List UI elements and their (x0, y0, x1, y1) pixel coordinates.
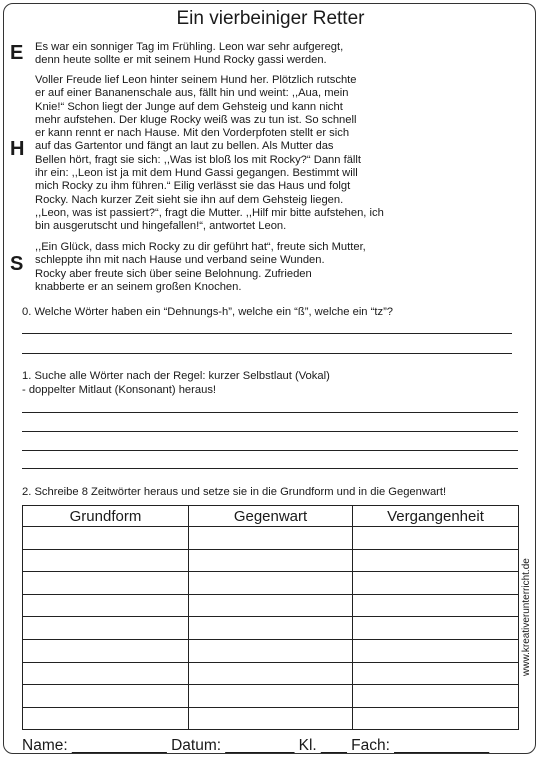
answer-cell-vergangenheit[interactable] (353, 617, 519, 640)
worksheet-title: Ein vierbeiniger Retter (176, 8, 365, 29)
column-header-vergangenheit: Vergangenheit (353, 506, 519, 527)
answer-cell-gegenwart[interactable] (189, 594, 353, 617)
story-line: Es war ein sonniger Tag im Frühling. Leon war sehr aufgeregt, (35, 41, 344, 53)
answer-line[interactable] (22, 333, 512, 334)
table-row (23, 527, 519, 550)
answer-cell-grundform[interactable] (23, 639, 189, 662)
answer-cell-gegenwart[interactable] (189, 685, 353, 708)
story-line: er kann rennt er nach Hause. Mit den Vorderpfoten stellt er sich (35, 127, 350, 140)
answer-cell-vergangenheit[interactable] (353, 594, 519, 617)
answer-cell-gegenwart[interactable] (189, 707, 353, 730)
table-row (23, 549, 519, 572)
answer-cell-grundform[interactable] (23, 594, 189, 617)
answer-cell-gegenwart[interactable] (189, 617, 353, 640)
story-line: ihr ein: ,,Leon ist ja mit dem Hund Gassi gegangen. Bestimmt will (35, 167, 358, 180)
story-line: schleppte ihn mit nach Hause und verband seine Wunden. (35, 254, 325, 267)
story-line: Rocky aber freute sich über seine Belohnung. Zufrieden (35, 267, 312, 280)
table-row (23, 707, 519, 730)
story-line: mehr aufstehen. Der kluge Rocky weiß was zu tun ist. So schnell (35, 113, 357, 126)
answer-cell-grundform[interactable] (23, 685, 189, 708)
story-line: ,,Ein Glück, dass mich Rocky zu dir geführt hat“, freute sich Mutter, (35, 241, 366, 253)
answer-cell-grundform[interactable] (23, 527, 189, 550)
story-line: auf das Gartentor und fängt an laut zu bellen. Als Mutter das (35, 140, 334, 153)
answer-cell-gegenwart[interactable] (189, 527, 353, 550)
story-paragraph-end (35, 241, 425, 294)
marker-s: S (10, 253, 24, 275)
table-row (23, 639, 519, 662)
student-info-footer[interactable]: Name: ___________ Datum: ________ Kl. ___ Fach: ___________ (22, 737, 490, 754)
story-line: Voller Freude lief Leon hinter seinem Hund her. Plötzlich rutschte (35, 74, 357, 86)
answer-cell-grundform[interactable] (23, 707, 189, 730)
table-row (23, 572, 519, 595)
column-header-gegenwart: Gegenwart (189, 506, 353, 527)
table-row (23, 662, 519, 685)
story-paragraph-main (35, 74, 425, 234)
answer-cell-vergangenheit[interactable] (353, 549, 519, 572)
question-1 (22, 370, 330, 397)
answer-cell-gegenwart[interactable] (189, 639, 353, 662)
marker-e: E (10, 42, 24, 64)
answer-cell-vergangenheit[interactable] (353, 707, 519, 730)
story-line: denn heute sollte er mit seinem Hund Rocky gassi werden. (35, 54, 327, 67)
answer-line[interactable] (22, 353, 512, 354)
verb-table-header-row (23, 506, 519, 527)
answer-cell-vergangenheit[interactable] (353, 572, 519, 595)
story-line: er auf einer Bananenschale aus, fällt hin und weint: ,,Aua, mein (35, 87, 349, 100)
question-0: 0. Welche Wörter haben ein “Dehnungs-h”, welche ein “ß”, welche ein “tz”? (22, 306, 394, 318)
column-header-grundform: Grundform (23, 506, 189, 527)
story-line: Knie!“ Schon liegt der Junge auf dem Gehsteig und kann nicht (35, 100, 343, 113)
question-2: 2. Schreibe 8 Zeitwörter heraus und setze sie in die Grundform und in die Gegenwart! (22, 486, 447, 498)
answer-cell-grundform[interactable] (23, 572, 189, 595)
table-row (23, 617, 519, 640)
verb-table (22, 505, 519, 730)
answer-cell-vergangenheit[interactable] (353, 527, 519, 550)
story-line: bin ausgerutscht und hingefallen!“, antwortet Leon. (35, 220, 287, 233)
table-row (23, 594, 519, 617)
website-credit: www.kreativerunterricht.de (521, 558, 532, 676)
answer-cell-vergangenheit[interactable] (353, 662, 519, 685)
answer-line[interactable] (22, 468, 518, 469)
question-1-line: - doppelter Mitlaut (Konsonant) heraus! (22, 383, 217, 396)
marker-h: H (10, 138, 25, 160)
question-1-line: 1. Suche alle Wörter nach der Regel: kurzer Selbstlaut (Vokal) (22, 370, 330, 382)
answer-cell-vergangenheit[interactable] (353, 685, 519, 708)
answer-cell-gegenwart[interactable] (189, 572, 353, 595)
answer-cell-vergangenheit[interactable] (353, 639, 519, 662)
answer-cell-grundform[interactable] (23, 662, 189, 685)
answer-cell-gegenwart[interactable] (189, 662, 353, 685)
answer-cell-grundform[interactable] (23, 617, 189, 640)
answer-line[interactable] (22, 412, 518, 413)
story-paragraph-intro (35, 41, 425, 68)
story-line: knabberte er an seinem großen Knochen. (35, 280, 242, 293)
story-line: mich Rocky zu ihm führen.“ Eilig verlässt sie das Haus und folgt (35, 180, 351, 193)
story-line: ,,Leon, was ist passiert?“, fragt die Mutter. ,,Hilf mir bitte aufstehen, ich (35, 206, 384, 219)
story-line: Bellen hört, fragt sie sich: ,,Was ist bloß los mit Rocky?“ Dann fällt (35, 153, 361, 166)
answer-line[interactable] (22, 450, 518, 451)
story-line: Rocky. Nach kurzer Zeit sieht sie ihn auf dem Gehsteig liegen. (35, 193, 344, 206)
answer-line[interactable] (22, 431, 518, 432)
table-row (23, 685, 519, 708)
answer-cell-grundform[interactable] (23, 549, 189, 572)
answer-cell-gegenwart[interactable] (189, 549, 353, 572)
